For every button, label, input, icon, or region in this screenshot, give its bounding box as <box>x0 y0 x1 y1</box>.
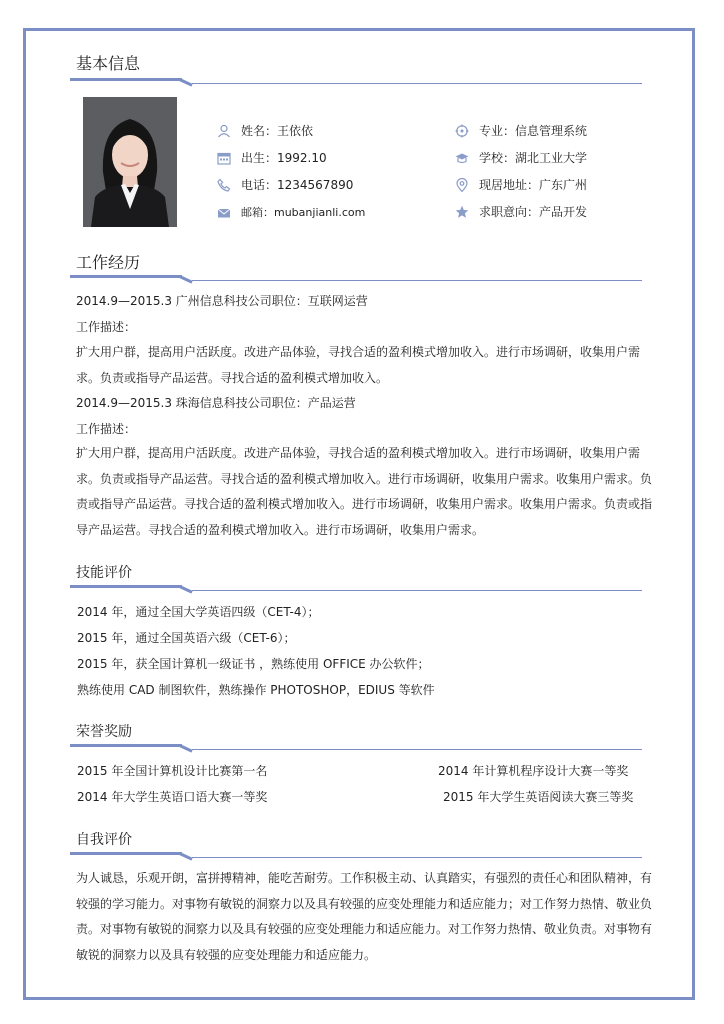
section-title-self: 自我评价 <box>76 832 132 848</box>
target-icon <box>455 124 469 138</box>
phone-icon <box>217 178 231 192</box>
profile-photo <box>83 97 177 227</box>
job2-desc: 扩大用户群，提高用户活跃度。改进产品体验，寻找合适的盈利模式增加收入。进行市场调研，收集用户需求。负责或指导产品运营。寻找合适的盈利模式增加收入。进行市场调研，收集用户需求。收集用户需求。负责或指导产品运营。寻找合适的盈利模式增加收入。进行市场调研，收集用户需求。收集用户需求。负责或指导产品运营。寻找合适的盈利模式增加收入。进行市场调研，收集用户需求。 <box>76 446 653 537</box>
mail-icon <box>217 206 231 220</box>
info-address-text: 现居地址：广东广州 <box>479 178 588 192</box>
info-name-text: 姓名：王依依 <box>241 124 314 138</box>
skill-item: 熟练使用 CAD 制图软件，熟练操作 PHOTOSHOP，EDIUS 等软件 <box>77 683 435 697</box>
calendar-icon <box>217 151 231 165</box>
skill-item: 2015 年，获全国计算机一级证书 ，熟练使用 OFFICE 办公软件； <box>77 657 430 671</box>
info-major-text: 专业：信息管理系统 <box>479 124 588 138</box>
info-intent-text: 求职意向：产品开发 <box>479 205 588 219</box>
section-title-work: 工作经历 <box>76 253 141 272</box>
honor-item: 2015 年全国计算机设计比赛第一名 <box>77 764 268 778</box>
info-phone-text: 电话：1234567890 <box>241 178 354 192</box>
location-pin-icon <box>455 178 469 192</box>
skill-item: 2014 年，通过全国大学英语四级（CET-4）； <box>77 605 320 619</box>
self-eval-text: 为人诚恳，乐观开朗，富拼搏精神，能吃苦耐劳。工作积极主动、认真踏实，有强烈的责任心和团队精神，有较强的学习能力。对事物有敏锐的洞察力以及具有较强的应变处理能力和适应能力；对工作努力热情、敬业负责。对事物有敏锐的洞察力以及具有较强的应变处理能力和适应能力。对工作努力热情、敬业负责。对事物有敏锐的洞察力以及具有较强的应变处理能力和适应能力。 <box>76 871 653 962</box>
skill-item: 2015 年，通过全国英语六级（CET-6）； <box>77 631 296 645</box>
honor-item: 2014 年大学生英语口语大赛一等奖 <box>77 790 268 804</box>
honor-item: 2014 年计算机程序设计大赛一等奖 <box>438 764 629 778</box>
job1-desc-label: 工作描述： <box>76 320 137 334</box>
section-title-basic: 基本信息 <box>76 54 141 73</box>
section-title-skills: 技能评价 <box>76 565 132 581</box>
person-icon <box>217 124 231 138</box>
section-divider <box>70 585 642 595</box>
section-divider <box>70 78 642 88</box>
section-divider <box>70 275 642 285</box>
info-school-text: 学校：湖北工业大学 <box>479 151 588 165</box>
section-divider <box>70 852 642 862</box>
job1-header: 2014.9—2015.3 广州信息科技公司职位：互联网运营 <box>76 294 368 308</box>
section-title-honors: 荣誉奖励 <box>76 724 132 740</box>
section-divider <box>70 744 642 754</box>
job1-desc: 扩大用户群，提高用户活跃度。改进产品体验，寻找合适的盈利模式增加收入。进行市场调研，收集用户需求。负责或指导产品运营。寻找合适的盈利模式增加收入。 <box>76 345 641 385</box>
job2-desc-label: 工作描述： <box>76 422 137 436</box>
honor-item: 2015 年大学生英语阅读大赛三等奖 <box>443 790 634 804</box>
graduation-cap-icon <box>455 151 469 165</box>
star-icon <box>455 205 469 219</box>
info-birth-text: 出生：1992.10 <box>241 151 327 165</box>
info-email-text: 邮箱：mubanjianli.com <box>241 206 366 219</box>
job2-header: 2014.9—2015.3 珠海信息科技公司职位：产品运营 <box>76 396 356 410</box>
